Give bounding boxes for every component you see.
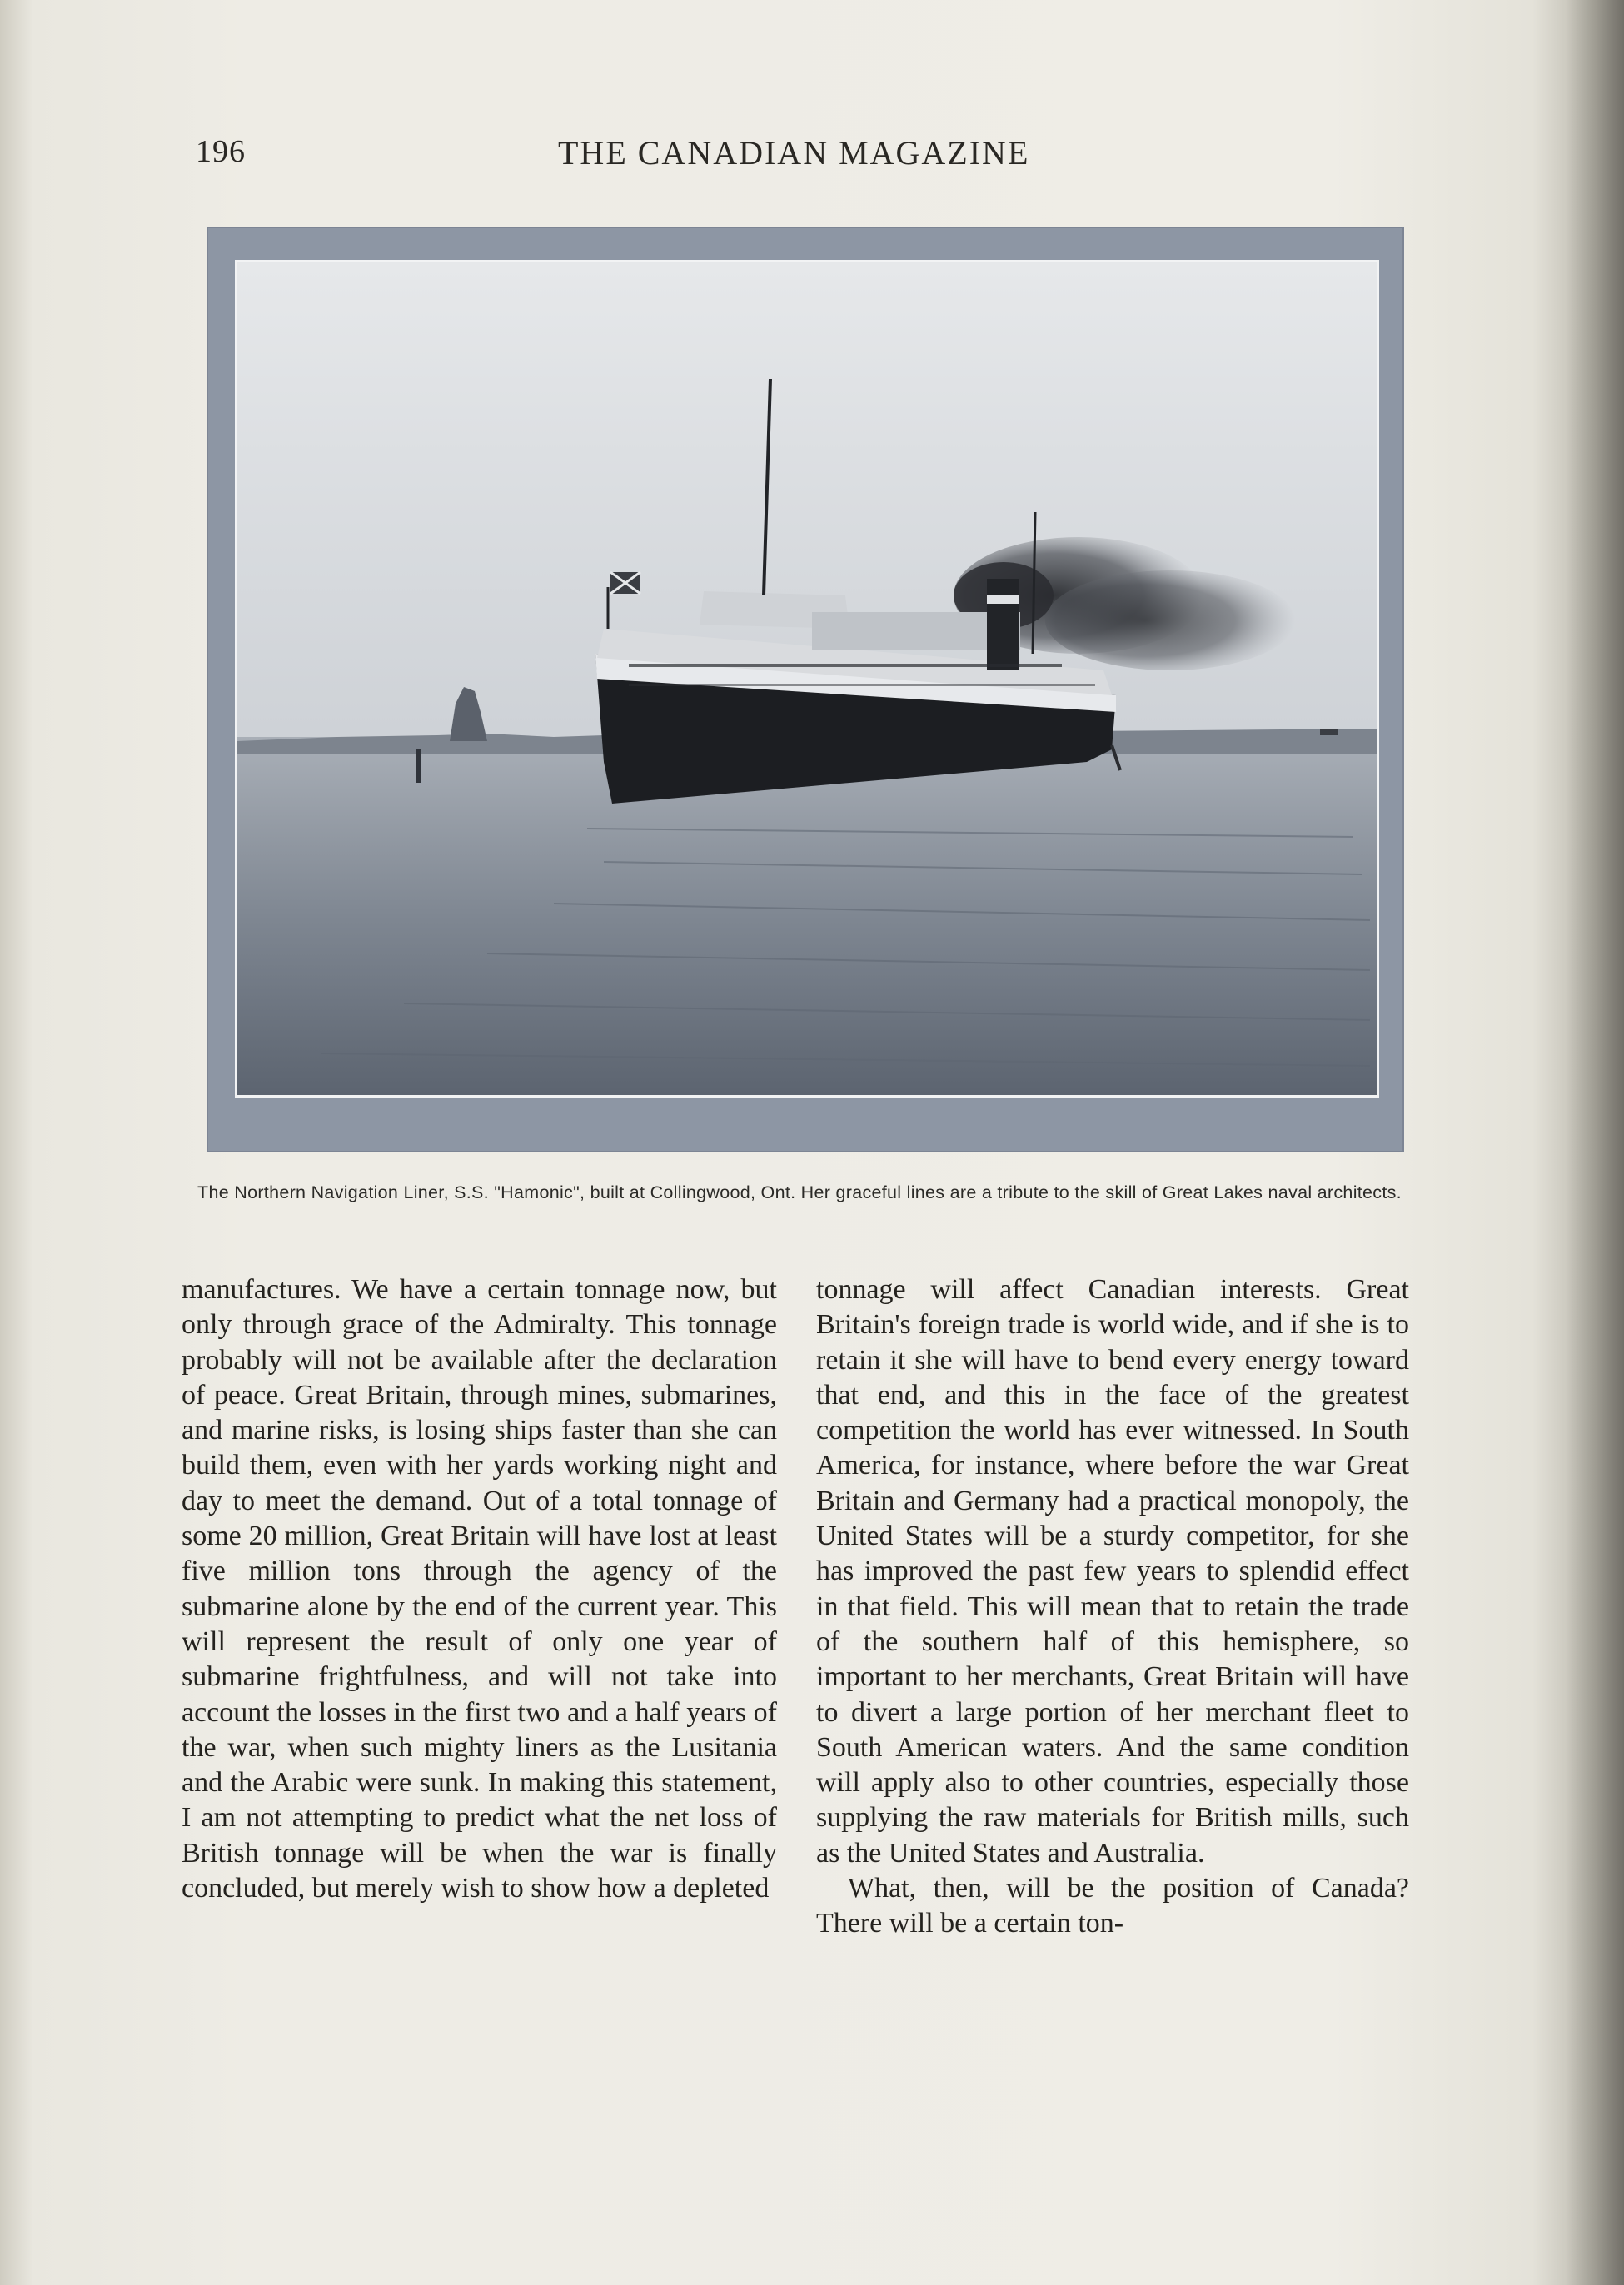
photo-caption: The Northern Navigation Liner, S.S. "Hamonic", built at Collingwood, Ont. Her graceful lines are a tribute to the skill of Great Lakes naval architects. bbox=[197, 1182, 1402, 1202]
text-column-right bbox=[816, 1272, 1409, 1942]
paragraph: tonnage will affect Canadian interests. Great Britain's foreign trade is world wide, and if she is to retain it she will have to bend every energy toward that end, and this in the face of the greatest competition the world has ever witnessed. In South America, for instance, where before the war Great Britain and Germany had a practical monopoly, the United States will be a sturdy competitor, for she has improved the past few years to splendid effect in that field. This will mean that to retain the trade of the southern half of this hemisphere, so important to her merchants, Great Britain will have to divert a large portion of her merchant fleet to South American waters. And the same condition will apply also to other countries, especially those supplying the raw materials for British mills, such as the United States and Australia. bbox=[816, 1274, 1409, 1869]
text-column-left bbox=[182, 1272, 777, 1906]
paragraph: manufactures. We have a certain tonnage now, but only through grace of the Admiralty. This tonnage probably will not be available after the declaration of peace. Great Britain, through mines, submarines, and marine risks, is losing ships faster than she can build them, even with her yards working night and day to meet the demand. Out of a total tonnage of some 20 million, Great Britain will have lost at least five million tons through the agency of the submarine alone by the end of the current year. This will represent the result of only one year of submarine frightfulness, and will not take into account the losses in the first two and a half years of the war, when such mighty liners as the Lusitania and the Arabic were sunk. In making this statement, I am not attempting to predict what the net loss of British tonnage will be when the war is finally concluded, but merely wish to show how a depleted bbox=[182, 1274, 777, 1904]
page-header bbox=[0, 133, 1624, 183]
steamship-photograph bbox=[235, 260, 1379, 1098]
page-number: 196 bbox=[196, 134, 246, 169]
running-head: THE CANADIAN MAGAZINE bbox=[558, 134, 1030, 172]
paragraph: What, then, will be the position of Canada? There will be a certain ton- bbox=[816, 1873, 1409, 1939]
book-spine-shadow bbox=[1566, 0, 1624, 2285]
